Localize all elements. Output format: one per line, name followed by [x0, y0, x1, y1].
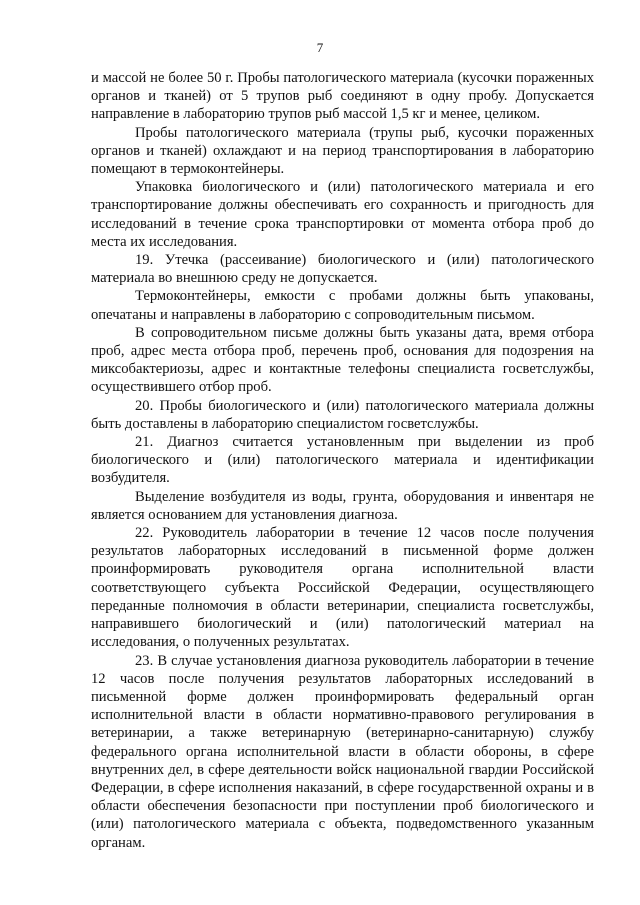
paragraph-packaging: Упаковка биологического и (или) патологического материала и его транспортирование должны обеспечивать его сохранность и пригодность для исследований в течение срока транспортировки от момента отбора проб до места их исследования. [91, 179, 594, 250]
paragraph-continuation: и массой не более 50 г. Пробы патологического материала (кусочки пораженных органов и тканей) от 5 трупов рыб соединяют в одну пробу. Допускается направление в лабораторию трупов рыб массой 1,5 кг и менее, целиком. [91, 70, 594, 123]
document-body [91, 69, 594, 852]
paragraph-thermocontainers: Термоконтейнеры, емкости с пробами должны быть упакованы, опечатаны и направлены в лабораторию с сопроводительным письмом. [91, 288, 594, 323]
paragraph-cooling: Пробы патологического материала (трупы рыб, кусочки пораженных органов и тканей) охлаждают и на период транспортирования в лабораторию помещают в термоконтейнеры. [91, 124, 594, 178]
paragraph-item-21: 21. Диагноз считается установленным при выделении из проб биологического и (или) патологического материала и идентификации возбудителя. [91, 434, 594, 487]
paragraph-isolation: Выделение возбудителя из воды, грунта, оборудования и инвентаря не является основанием для установления диагноза. [91, 488, 594, 523]
page-number: 7 [316, 40, 324, 55]
paragraph-item-19: 19. Утечка (рассеивание) биологического и (или) патологического материала во внешнюю среду не допускается. [91, 252, 594, 287]
paragraph-item-20: 20. Пробы биологического и (или) патологического материала должны быть доставлены в лабораторию специалистом госветслужбы. [91, 397, 594, 432]
paragraph-item-23: 23. В случае установления диагноза руководитель лаборатории в течение 12 часов после получения результатов лабораторных исследований в письменной форме должен проинформировать федеральный орган исполнительной власти в области нормативно-правового регулирования в ветеринарии, а также ветеринарную (ветеринарно-санитарную) службу федерального органа исполнительной власти в области обороны, в сфере внутренних дел, в сфере деятельности войск национальной гвардии Российской Федерации, в сфере исполнения наказаний, в сфере государственной охраны и в области обеспечения безопасности при поступлении проб биологического и (или) патологического материала с объекта, подведомственного указанным органам. [91, 652, 594, 851]
paragraph-item-22: 22. Руководитель лаборатории в течение 12 часов после получения результатов лабораторных исследований в письменной форме должен проинформировать руководителя органа исполнительной власти соответствующего субъекта Российской Федерации, осуществляющего переданные полномочия в области ветеринарии, специалиста госветслужбы, направившего биологический и (или) патологический материал на исследования, о полученных результатах. [91, 525, 594, 651]
paragraph-cover-letter: В сопроводительном письме должны быть указаны дата, время отбора проб, адрес места отбора проб, перечень проб, основания для подозрения на миксобактериозы, адрес и контактные телефоны специалиста госветслужбы, осуществившего отбор проб. [91, 324, 594, 396]
